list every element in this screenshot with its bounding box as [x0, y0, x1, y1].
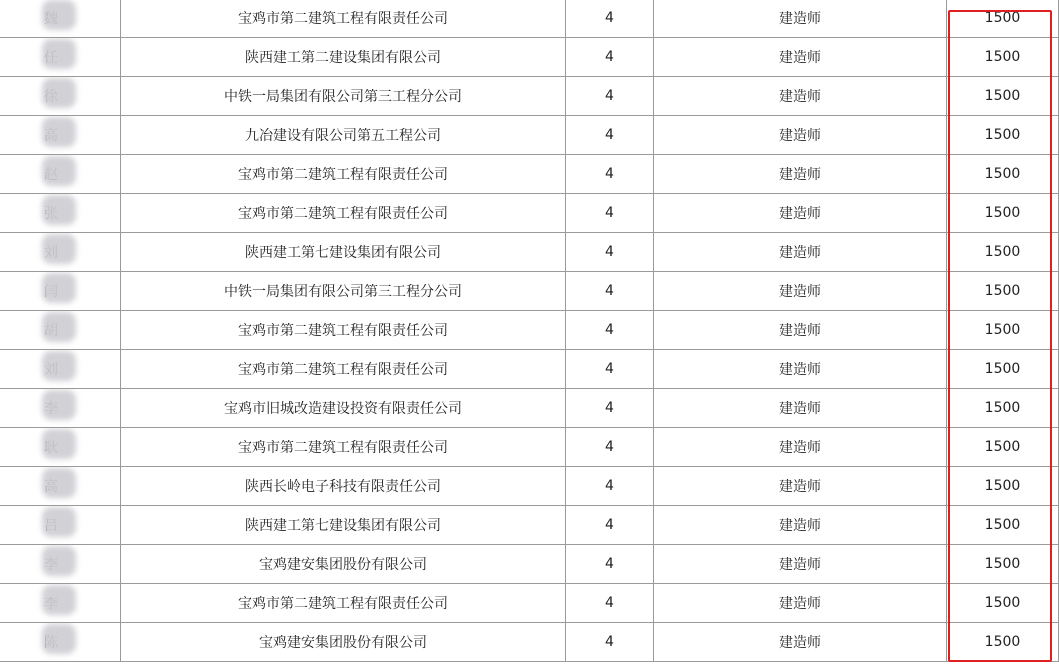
- company-name: 宝鸡市旧城改造建设投资有限责任公司: [224, 401, 462, 417]
- job-title: 建造师: [779, 557, 821, 573]
- count-cell[interactable]: [566, 506, 654, 545]
- job-title: 建造师: [779, 323, 821, 339]
- name-wrap: [44, 125, 76, 145]
- count-cell[interactable]: [566, 545, 654, 584]
- table-row: [0, 0, 1059, 38]
- company-name: 中铁一局集团有限公司第三工程分公司: [224, 284, 462, 300]
- name-wrap: [44, 359, 76, 379]
- company-cell[interactable]: [121, 272, 566, 311]
- company-cell[interactable]: [121, 0, 566, 38]
- amount-cell[interactable]: [947, 350, 1059, 389]
- company-cell[interactable]: [121, 506, 566, 545]
- name-cell[interactable]: [0, 116, 121, 155]
- job-title: 建造师: [779, 167, 821, 183]
- company-name: 宝鸡建安集团股份有限公司: [259, 635, 427, 651]
- amount-value: 1500: [984, 517, 1021, 533]
- title-cell[interactable]: [654, 623, 947, 662]
- amount-cell[interactable]: [947, 311, 1059, 350]
- count-cell[interactable]: [566, 116, 654, 155]
- company-name: 陕西长岭电子科技有限责任公司: [245, 479, 441, 495]
- table-row: [0, 116, 1059, 155]
- count-value: 4: [605, 439, 614, 455]
- name-wrap: [44, 242, 76, 262]
- privacy-blur-mask: [42, 390, 76, 420]
- company-cell[interactable]: [121, 311, 566, 350]
- amount-cell[interactable]: [947, 623, 1059, 662]
- title-cell[interactable]: [654, 0, 947, 38]
- name-wrap: [44, 554, 76, 574]
- company-cell[interactable]: [121, 389, 566, 428]
- name-wrap: [44, 632, 76, 652]
- table-row: [0, 350, 1059, 389]
- count-cell[interactable]: [566, 38, 654, 77]
- count-cell[interactable]: [566, 155, 654, 194]
- count-cell[interactable]: [566, 77, 654, 116]
- count-cell[interactable]: [566, 428, 654, 467]
- table-row: [0, 155, 1059, 194]
- company-name: 宝鸡市第二建筑工程有限责任公司: [238, 323, 448, 339]
- job-title: 建造师: [779, 245, 821, 261]
- job-title: 建造师: [779, 206, 821, 222]
- amount-value: 1500: [984, 439, 1021, 455]
- count-cell[interactable]: [566, 623, 654, 662]
- company-name: 宝鸡市第二建筑工程有限责任公司: [238, 440, 448, 456]
- table-row: [0, 77, 1059, 116]
- amount-value: 1500: [984, 244, 1021, 260]
- name-cell[interactable]: [0, 272, 121, 311]
- table-row: [0, 233, 1059, 272]
- amount-value: 1500: [984, 400, 1021, 416]
- count-value: 4: [605, 517, 614, 533]
- count-cell[interactable]: [566, 350, 654, 389]
- privacy-blur-mask: [42, 468, 76, 498]
- name-cell[interactable]: [0, 77, 121, 116]
- title-cell[interactable]: [654, 467, 947, 506]
- job-title: 建造师: [779, 518, 821, 534]
- count-cell[interactable]: [566, 584, 654, 623]
- name-wrap: [44, 320, 76, 340]
- table-row: [0, 389, 1059, 428]
- title-cell[interactable]: [654, 545, 947, 584]
- job-title: 建造师: [779, 284, 821, 300]
- job-title: 建造师: [779, 11, 821, 27]
- amount-cell[interactable]: [947, 467, 1059, 506]
- job-title: 建造师: [779, 440, 821, 456]
- privacy-blur-mask: [42, 624, 76, 654]
- privacy-blur-mask: [42, 585, 76, 615]
- count-cell[interactable]: [566, 233, 654, 272]
- company-cell[interactable]: [121, 77, 566, 116]
- company-cell[interactable]: [121, 155, 566, 194]
- table-row: [0, 311, 1059, 350]
- title-cell[interactable]: [654, 194, 947, 233]
- name-wrap: [44, 593, 76, 613]
- amount-value: 1500: [984, 49, 1021, 65]
- name-cell[interactable]: [0, 623, 121, 662]
- company-cell[interactable]: [121, 38, 566, 77]
- count-value: 4: [605, 595, 614, 611]
- name-cell[interactable]: [0, 38, 121, 77]
- job-title: 建造师: [779, 50, 821, 66]
- title-cell[interactable]: [654, 506, 947, 545]
- title-cell[interactable]: [654, 233, 947, 272]
- table-row: [0, 623, 1059, 662]
- privacy-blur-mask: [42, 234, 76, 264]
- company-name: 宝鸡市第二建筑工程有限责任公司: [238, 596, 448, 612]
- count-cell[interactable]: [566, 0, 654, 38]
- amount-value: 1500: [984, 205, 1021, 221]
- privacy-blur-mask: [42, 78, 76, 108]
- amount-cell[interactable]: [947, 116, 1059, 155]
- table-row: [0, 428, 1059, 467]
- company-cell[interactable]: [121, 545, 566, 584]
- count-value: 4: [605, 127, 614, 143]
- amount-cell[interactable]: [947, 272, 1059, 311]
- title-cell[interactable]: [654, 350, 947, 389]
- company-cell[interactable]: [121, 467, 566, 506]
- title-cell[interactable]: [654, 311, 947, 350]
- name-wrap: [44, 8, 76, 28]
- company-cell[interactable]: [121, 623, 566, 662]
- company-cell[interactable]: [121, 350, 566, 389]
- privacy-blur-mask: [42, 195, 76, 225]
- company-cell[interactable]: [121, 194, 566, 233]
- name-wrap: [44, 203, 76, 223]
- amount-value: 1500: [984, 478, 1021, 494]
- company-name: 宝鸡市第二建筑工程有限责任公司: [238, 362, 448, 378]
- count-value: 4: [605, 322, 614, 338]
- title-cell[interactable]: [654, 77, 947, 116]
- privacy-blur-mask: [42, 0, 76, 30]
- company-cell[interactable]: [121, 428, 566, 467]
- count-value: 4: [605, 244, 614, 260]
- job-title: 建造师: [779, 89, 821, 105]
- company-name: 宝鸡建安集团股份有限公司: [259, 557, 427, 573]
- amount-cell[interactable]: [947, 77, 1059, 116]
- amount-cell[interactable]: [947, 506, 1059, 545]
- table-row: [0, 272, 1059, 311]
- company-name: 陕西建工第七建设集团有限公司: [245, 245, 441, 261]
- amount-value: 1500: [984, 556, 1021, 572]
- job-title: 建造师: [779, 401, 821, 417]
- company-name: 中铁一局集团有限公司第三工程分公司: [224, 89, 462, 105]
- count-cell[interactable]: [566, 194, 654, 233]
- count-value: 4: [605, 634, 614, 650]
- title-cell[interactable]: [654, 389, 947, 428]
- name-cell[interactable]: [0, 506, 121, 545]
- job-title: 建造师: [779, 635, 821, 651]
- amount-cell[interactable]: [947, 389, 1059, 428]
- count-cell[interactable]: [566, 389, 654, 428]
- title-cell[interactable]: [654, 116, 947, 155]
- company-name: 九冶建设有限公司第五工程公司: [245, 128, 441, 144]
- name-cell[interactable]: [0, 467, 121, 506]
- count-value: 4: [605, 166, 614, 182]
- amount-value: 1500: [984, 166, 1021, 182]
- count-value: 4: [605, 10, 614, 26]
- table-row: [0, 545, 1059, 584]
- amount-cell[interactable]: [947, 194, 1059, 233]
- amount-value: 1500: [984, 595, 1021, 611]
- amount-value: 1500: [984, 283, 1021, 299]
- table-row: [0, 584, 1059, 623]
- amount-value: 1500: [984, 322, 1021, 338]
- privacy-blur-mask: [42, 351, 76, 381]
- amount-cell[interactable]: [947, 428, 1059, 467]
- name-wrap: [44, 47, 76, 67]
- privacy-blur-mask: [42, 429, 76, 459]
- privacy-blur-mask: [42, 39, 76, 69]
- name-cell[interactable]: [0, 194, 121, 233]
- table-row: [0, 467, 1059, 506]
- title-cell[interactable]: [654, 584, 947, 623]
- privacy-blur-mask: [42, 312, 76, 342]
- amount-value: 1500: [984, 361, 1021, 377]
- amount-cell[interactable]: [947, 545, 1059, 584]
- company-name: 宝鸡市第二建筑工程有限责任公司: [238, 11, 448, 27]
- count-value: 4: [605, 49, 614, 65]
- privacy-blur-mask: [42, 273, 76, 303]
- name-cell[interactable]: [0, 389, 121, 428]
- name-cell[interactable]: [0, 350, 121, 389]
- name-wrap: [44, 398, 76, 418]
- name-cell[interactable]: [0, 428, 121, 467]
- title-cell[interactable]: [654, 428, 947, 467]
- name-cell[interactable]: [0, 584, 121, 623]
- amount-cell[interactable]: [947, 233, 1059, 272]
- company-cell[interactable]: [121, 584, 566, 623]
- job-title: 建造师: [779, 596, 821, 612]
- company-cell[interactable]: [121, 116, 566, 155]
- title-cell[interactable]: [654, 155, 947, 194]
- title-cell[interactable]: [654, 38, 947, 77]
- company-name: 陕西建工第七建设集团有限公司: [245, 518, 441, 534]
- privacy-blur-mask: [42, 546, 76, 576]
- job-title: 建造师: [779, 362, 821, 378]
- name-cell[interactable]: [0, 311, 121, 350]
- amount-cell[interactable]: [947, 155, 1059, 194]
- table-row: [0, 38, 1059, 77]
- job-title: 建造师: [779, 128, 821, 144]
- table-row: [0, 506, 1059, 545]
- count-value: 4: [605, 361, 614, 377]
- company-name: 宝鸡市第二建筑工程有限责任公司: [238, 167, 448, 183]
- job-title: 建造师: [779, 479, 821, 495]
- count-cell[interactable]: [566, 272, 654, 311]
- company-cell[interactable]: [121, 233, 566, 272]
- privacy-blur-mask: [42, 117, 76, 147]
- count-cell[interactable]: [566, 467, 654, 506]
- name-cell[interactable]: [0, 155, 121, 194]
- count-cell[interactable]: [566, 311, 654, 350]
- company-name: 陕西建工第二建设集团有限公司: [245, 50, 441, 66]
- name-wrap: [44, 86, 76, 106]
- amount-value: 1500: [984, 10, 1021, 26]
- name-wrap: [44, 437, 76, 457]
- count-value: 4: [605, 400, 614, 416]
- amount-cell[interactable]: [947, 584, 1059, 623]
- name-cell[interactable]: [0, 0, 121, 38]
- table-row: [0, 194, 1059, 233]
- amount-cell[interactable]: [947, 38, 1059, 77]
- name-wrap: [44, 164, 76, 184]
- name-cell[interactable]: [0, 233, 121, 272]
- name-cell[interactable]: [0, 545, 121, 584]
- company-name: 宝鸡市第二建筑工程有限责任公司: [238, 206, 448, 222]
- amount-value: 1500: [984, 127, 1021, 143]
- amount-cell[interactable]: [947, 0, 1059, 38]
- count-value: 4: [605, 556, 614, 572]
- amount-value: 1500: [984, 88, 1021, 104]
- name-wrap: [44, 515, 76, 535]
- count-value: 4: [605, 283, 614, 299]
- name-wrap: [44, 476, 76, 496]
- amount-value: 1500: [984, 634, 1021, 650]
- count-value: 4: [605, 88, 614, 104]
- count-value: 4: [605, 205, 614, 221]
- privacy-blur-mask: [42, 507, 76, 537]
- count-value: 4: [605, 478, 614, 494]
- title-cell[interactable]: [654, 272, 947, 311]
- name-wrap: [44, 281, 76, 301]
- privacy-blur-mask: [42, 156, 76, 186]
